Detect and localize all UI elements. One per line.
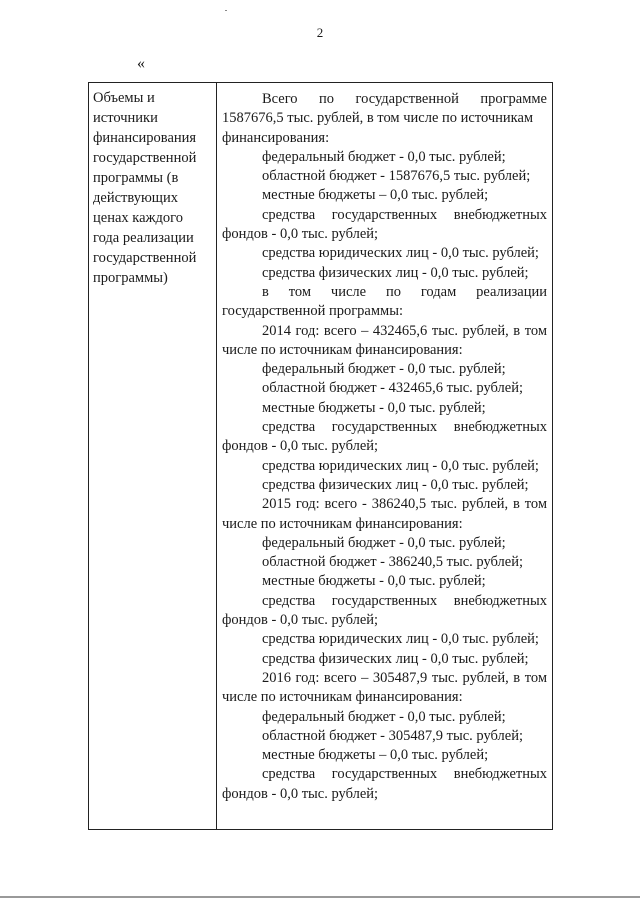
source-line: фондов - 0,0 тыс. рублей; <box>222 226 379 243</box>
funding-label-cell <box>93 88 213 288</box>
label-line: государственной <box>93 150 197 166</box>
source-line: местные бюджеты – 0,0 тыс. рублей; <box>262 187 489 204</box>
year-2015-source: фондов - 0,0 тыс. рублей; <box>222 612 379 629</box>
total-line: финансирования: <box>222 129 330 146</box>
year-2016-source: средства государственных внебюджетных <box>262 766 547 783</box>
label-line: Объемы и <box>93 90 155 106</box>
total-line: Всего по государственной программе <box>262 91 547 107</box>
source-line: средства государственных внебюджетных <box>262 206 547 223</box>
year-2015-source: областной бюджет - 386240,5 тыс. рублей; <box>262 554 523 571</box>
year-2014-source: областной бюджет - 432465,6 тыс. рублей; <box>262 380 523 397</box>
year-2015-total: 2015 год: всего - 386240,5 тыс. рублей, в том <box>262 496 547 513</box>
open-quote-mark: « <box>137 55 145 72</box>
by-year-line: в том числе по годам реализации <box>262 283 547 300</box>
label-line: государственной <box>93 250 197 266</box>
label-line: действующих <box>93 190 178 206</box>
year-2016-total: числе по источникам финансирования: <box>222 689 463 706</box>
label-line: источники <box>93 110 158 126</box>
by-year-line: государственной программы: <box>222 303 403 320</box>
label-line: года реализации <box>93 230 194 246</box>
year-2016-source: местные бюджеты – 0,0 тыс. рублей; <box>262 747 489 764</box>
year-2015-source: средства государственных внебюджетных <box>262 592 547 609</box>
page-number: 2 <box>316 25 324 40</box>
year-2014-source: средства юридических лиц - 0,0 тыс. рублей; <box>262 457 539 474</box>
year-2016-source: федеральный бюджет - 0,0 тыс. рублей; <box>262 708 506 725</box>
year-2014-source: федеральный бюджет - 0,0 тыс. рублей; <box>262 361 506 378</box>
source-line: средства физических лиц - 0,0 тыс. рублей; <box>262 264 529 281</box>
label-line: программы (в <box>93 170 179 186</box>
year-2015-total: числе по источникам финансирования: <box>222 515 463 532</box>
label-line: программы) <box>93 270 168 286</box>
column-divider <box>216 83 217 829</box>
label-line: финансирования <box>93 130 197 146</box>
source-line: средства юридических лиц - 0,0 тыс. рублей; <box>262 245 539 262</box>
year-2014-total: 2014 год: всего – 432465,6 тыс. рублей, в том <box>262 322 547 339</box>
scan-speck <box>225 10 227 11</box>
year-2016-source: фондов - 0,0 тыс. рублей; <box>222 785 379 802</box>
page-bottom-edge <box>0 896 640 898</box>
year-2015-source: средства физических лиц - 0,0 тыс. рублей; <box>262 650 529 667</box>
source-line: федеральный бюджет - 0,0 тыс. рублей; <box>262 148 506 165</box>
year-2014-source: средства физических лиц - 0,0 тыс. рублей; <box>262 476 529 493</box>
year-2014-total: числе по источникам финансирования: <box>222 341 463 358</box>
total-line: 1587676,5 тыс. рублей, в том числе по источникам <box>222 110 534 127</box>
year-2015-source: средства юридических лиц - 0,0 тыс. рублей; <box>262 631 539 648</box>
year-2015-source: местные бюджеты - 0,0 тыс. рублей; <box>262 573 486 590</box>
year-2014-source: средства государственных внебюджетных <box>262 419 547 436</box>
label-line: ценах каждого <box>93 210 184 226</box>
year-2016-total: 2016 год: всего – 305487,9 тыс. рублей, в том <box>262 669 547 686</box>
funding-details-cell <box>222 90 547 804</box>
source-line: областной бюджет - 1587676,5 тыс. рублей; <box>262 168 531 185</box>
year-2016-source: областной бюджет - 305487,9 тыс. рублей; <box>262 727 523 744</box>
year-2014-source: фондов - 0,0 тыс. рублей; <box>222 438 379 455</box>
passport-table <box>88 82 553 830</box>
year-2014-source: местные бюджеты - 0,0 тыс. рублей; <box>262 399 486 416</box>
year-2015-source: федеральный бюджет - 0,0 тыс. рублей; <box>262 534 506 551</box>
